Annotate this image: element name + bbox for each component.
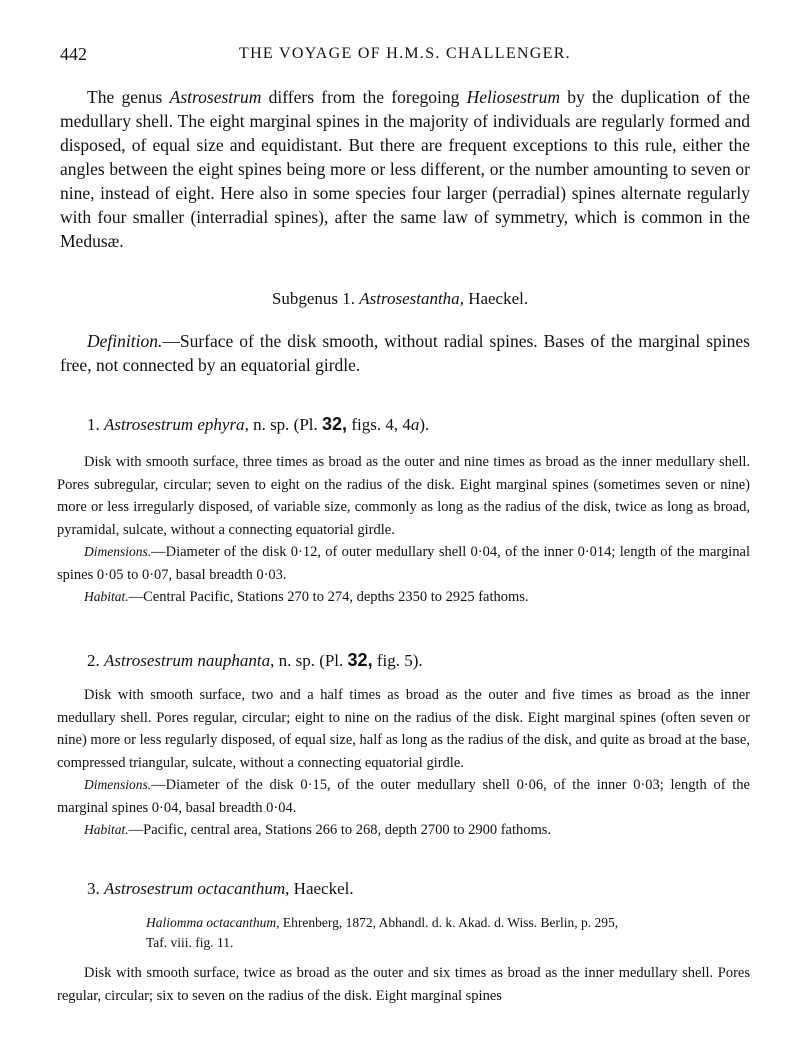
definition-paragraph: Definition.—Surface of the disk smooth, without radial spines. Bases of the marginal spines free, not connected by an equatorial girdle. [60, 331, 750, 375]
intro-paragraph: The genus Astrosestrum differs from the foregoing Heliosestrum by the duplication of the medullary shell. The eight marginal spines in the majority of individuals are regularly formed and disposed, of equal size and equidistant. But there are frequent exceptions to this rule, either the angles between the eight spines being more or less different, or the number amounting to seven or nine, instead of eight. Here also in some species four larger (perradial) spines alternate regularly with four smaller (interradial spines), after the same law of symmetry, which is common in the Medusæ. [60, 87, 750, 251]
page-number: 442 [60, 44, 87, 64]
species-description-1: Disk with smooth surface, three times as broad as the outer and nine times as broad as the inner medullary shell. Pores subregular, circular; seven to eight on the radius of the disk. Eight marginal spines (sometimes seven or nine) more or less irregularly disposed, of variable size, commonly as long as the radius of the disk, twice as long as broad, pyramidal, sulcate, without a connecting equatorial girdle. Dimensions.—Diameter of the disk 0·12, of outer medullary shell 0·04, of the inner 0·014; length of the marginal spines 0·05 to 0·07, basal breadth 0·03. Habitat.—Central Pacific, Stations 270 to 274, depths 2350 to 2925 fathoms. [57, 454, 750, 605]
species-description-3: Disk with smooth surface, twice as broad as the outer and six times as broad as the inner medullary shell. Pores regular, circular; six to seven on the radius of the disk. Eight marginal spines [57, 965, 750, 1004]
habitat-label: Habitat. [84, 589, 129, 604]
page-header [60, 44, 750, 68]
definition-label: Definition. [87, 331, 163, 351]
dimensions-label: Dimensions. [84, 544, 152, 559]
species-heading-1: 1. Astrosestrum ephyra, n. sp. (Pl. 32, figs. 4, 4a). [87, 414, 430, 434]
dimensions-label: Dimensions. [84, 777, 152, 792]
species-description-2: Disk with smooth surface, two and a half times as broad as the outer and five times as broad as the inner medullary shell. Pores regular, circular; eight to nine on the radius of the disk. Eight marginal spines (often seven or nine) more or less regularly disposed, of equal size, half as long as the radius of the disk, and quite as broad at the base, compressed triangular, sulcate, without a connecting equatorial girdle. Dimensions.—Diameter of the disk 0·15, of the outer medullary shell 0·06, of the inner 0·03; length of the marginal spines 0·04, basal breadth 0·04. Habitat.—Pacific, central area, Stations 266 to 268, depth 2700 to 2900 fathoms. [57, 687, 750, 838]
species-heading-3: 3. Astrosestrum octacanthum, Haeckel. [87, 879, 354, 898]
species-heading-2: 2. Astrosestrum nauphanta, n. sp. (Pl. 32, fig. 5). [87, 650, 423, 670]
synonym-reference: Haliomma octacanthum, Ehrenberg, 1872, Abhandl. d. k. Akad. d. Wiss. Berlin, p. 295, Taf. viii. fig. 11. [146, 915, 619, 950]
running-title: THE VOYAGE OF H.M.S. CHALLENGER. [239, 45, 571, 62]
subgenus-heading: Subgenus 1. Astrosestantha, Haeckel. [271, 289, 529, 308]
habitat-label: Habitat. [84, 822, 129, 837]
